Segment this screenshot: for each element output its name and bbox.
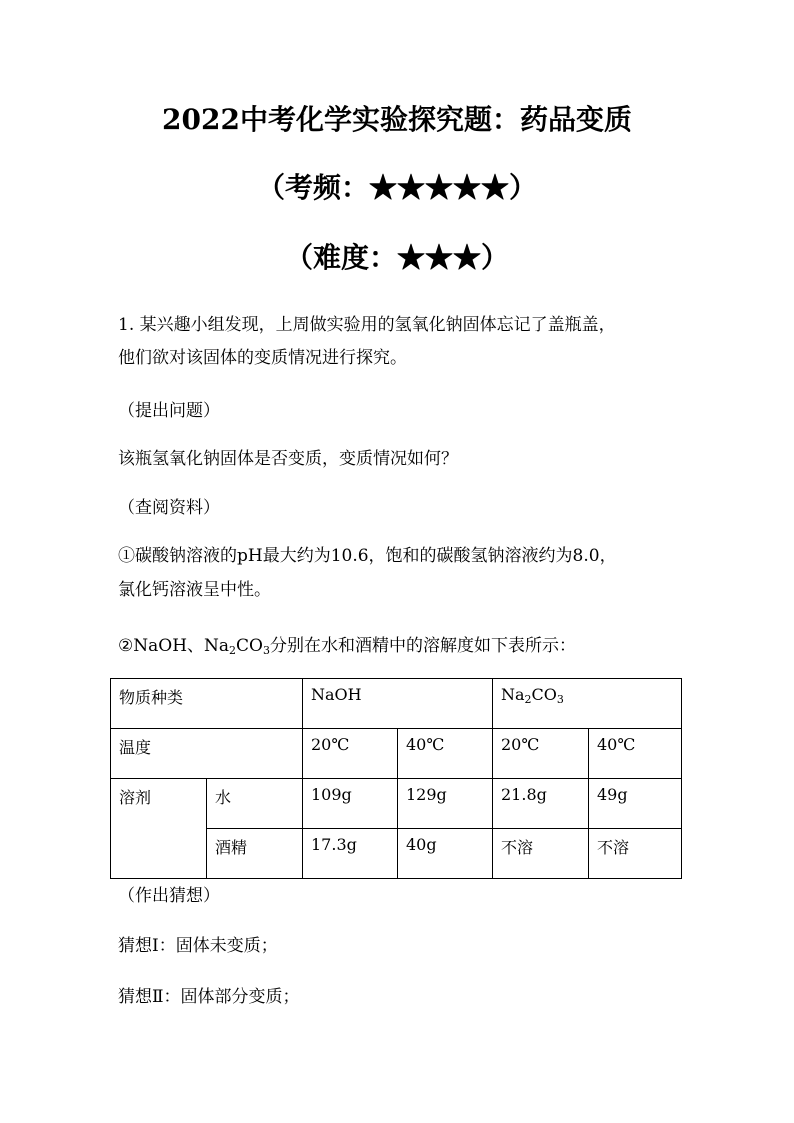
hypothesis-1: 猜想Ⅰ：固体未变质；: [118, 936, 278, 956]
raise-question-heading: （提出问题）: [118, 401, 220, 421]
table-cell: 酒精: [207, 829, 303, 879]
table-cell: NaOH: [303, 679, 493, 729]
table-cell: 温度: [111, 729, 303, 779]
ref2-prefix: ②NaOH、Na: [118, 636, 230, 656]
table-cell: 不溶: [493, 829, 589, 879]
difficulty-rating: （难度：★★★）: [284, 241, 509, 274]
reference-item-2: [118, 631, 698, 656]
reference-heading: （查阅资料）: [118, 498, 220, 518]
question-intro-line1: 1. 某兴趣小组发现，上周做实验用的氢氧化钠固体忘记了盖瓶盖，: [118, 315, 616, 335]
solubility-table: [110, 678, 682, 879]
table-cell: 40℃: [589, 729, 682, 779]
table-row: [111, 679, 682, 729]
ref2-mid: CO: [236, 636, 263, 656]
reference-item-1-line1: ①碳酸钠溶液的pH最大约为10.6，饱和的碳酸氢钠溶液约为8.0，: [118, 546, 617, 566]
table-cell: 21.8g: [493, 779, 589, 829]
question-intro-line2: 他们欲对该固体的变质情况进行探究。: [118, 348, 407, 368]
table-cell: 49g: [589, 779, 682, 829]
table-cell: 109g: [303, 779, 398, 829]
table-cell: 129g: [398, 779, 493, 829]
table-cell: [493, 679, 682, 729]
ref2-subscript-1: 2: [229, 644, 237, 657]
table-cell: 物质种类: [111, 679, 303, 729]
table-cell: 40g: [398, 829, 493, 879]
table-row: [111, 729, 682, 779]
na2co3-subscript-1: 2: [524, 693, 532, 706]
table-cell: 17.3g: [303, 829, 398, 879]
table-cell: 20℃: [493, 729, 589, 779]
na2co3-prefix: Na: [501, 685, 525, 704]
hypothesis-heading: （作出猜想）: [118, 886, 220, 906]
frequency-rating: （考频：★★★★★）: [256, 171, 537, 204]
ref2-subscript-2: 3: [262, 644, 270, 657]
na2co3-subscript-2: 3: [556, 693, 564, 706]
table-cell: 40℃: [398, 729, 493, 779]
ref2-suffix: 分别在水和酒精中的溶解度如下表所示：: [269, 636, 576, 656]
hypothesis-2: 猜想Ⅱ：固体部分变质；: [118, 987, 300, 1007]
document-title: 2022中考化学实验探究题：药品变质: [162, 103, 632, 136]
table-row: [111, 779, 682, 829]
table-cell: 不溶: [589, 829, 682, 879]
na2co3-mid: CO: [531, 685, 557, 704]
table-cell: 20℃: [303, 729, 398, 779]
reference-item-1-line2: 氯化钙溶液呈中性。: [118, 580, 271, 600]
table-cell: 水: [207, 779, 303, 829]
table-cell: 溶剂: [111, 779, 207, 879]
question-text: 该瓶氢氧化钠固体是否变质，变质情况如何？: [118, 449, 458, 469]
